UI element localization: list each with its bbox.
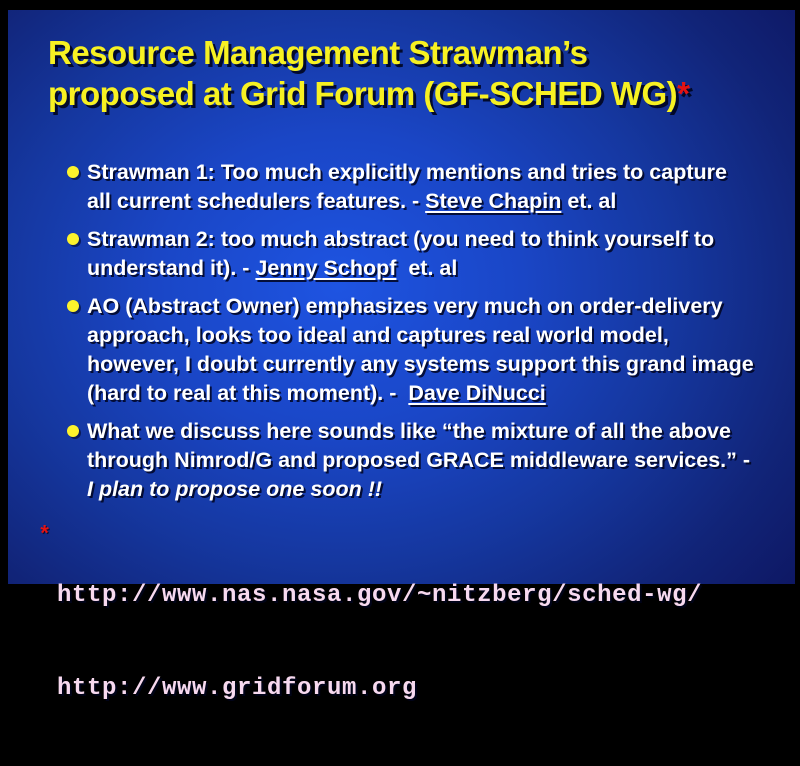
bullet-icon bbox=[67, 233, 79, 245]
footnote-marker: * bbox=[38, 523, 52, 548]
url-gridforum[interactable]: http://www.gridforum.org bbox=[57, 675, 418, 702]
bullet-text-suffix: et. al bbox=[561, 189, 617, 213]
bullet-item-abstract-owner bbox=[67, 292, 760, 408]
title-footnote-marker: * bbox=[677, 75, 690, 112]
slide-title bbox=[48, 32, 768, 114]
bullet-italic-note: I plan to propose one soon !! bbox=[87, 477, 383, 501]
bullet-text: Strawman 1: Too much explicitly mentions and tries to capture all current schedulers features. - bbox=[87, 160, 733, 213]
person-link-steve-chapin[interactable]: Steve Chapin bbox=[425, 189, 562, 213]
title-line-1: Resource Management Strawman’s bbox=[48, 34, 588, 71]
bullet-list bbox=[67, 158, 760, 513]
bullet-item-strawman-2 bbox=[67, 225, 754, 283]
bullet-text: AO (Abstract Owner) emphasizes very much on order-delivery approach, looks too ideal and captures real world model, however, I doubt currently any systems support this grand image (hard to real at this moment). - bbox=[87, 294, 760, 405]
bullet-text: What we discuss here sounds like “the mixture of all the above through Nimrod/G and proposed GRACE middleware services.” - bbox=[87, 419, 757, 472]
bullet-icon bbox=[67, 166, 79, 178]
person-link-jenny-schopf[interactable]: Jenny Schopf bbox=[255, 256, 397, 280]
person-link-dave-dinucci[interactable]: Dave DiNucci bbox=[408, 381, 546, 405]
bullet-icon bbox=[67, 425, 79, 437]
title-line-2: proposed at Grid Forum (GF-SCHED WG) bbox=[48, 75, 678, 112]
bullet-item-proposal bbox=[67, 417, 757, 504]
footnote-urls bbox=[57, 518, 702, 766]
bullet-icon bbox=[67, 300, 79, 312]
bullet-item-strawman-1 bbox=[67, 158, 754, 216]
url-sched-wg[interactable]: http://www.nas.nasa.gov/~nitzberg/sched-wg/ bbox=[57, 582, 703, 609]
bullet-text: Strawman 2: too much abstract (you need to think yourself to understand it). - bbox=[87, 227, 721, 280]
slide-background bbox=[8, 10, 795, 702]
bullet-text-suffix: et. al bbox=[396, 256, 458, 280]
